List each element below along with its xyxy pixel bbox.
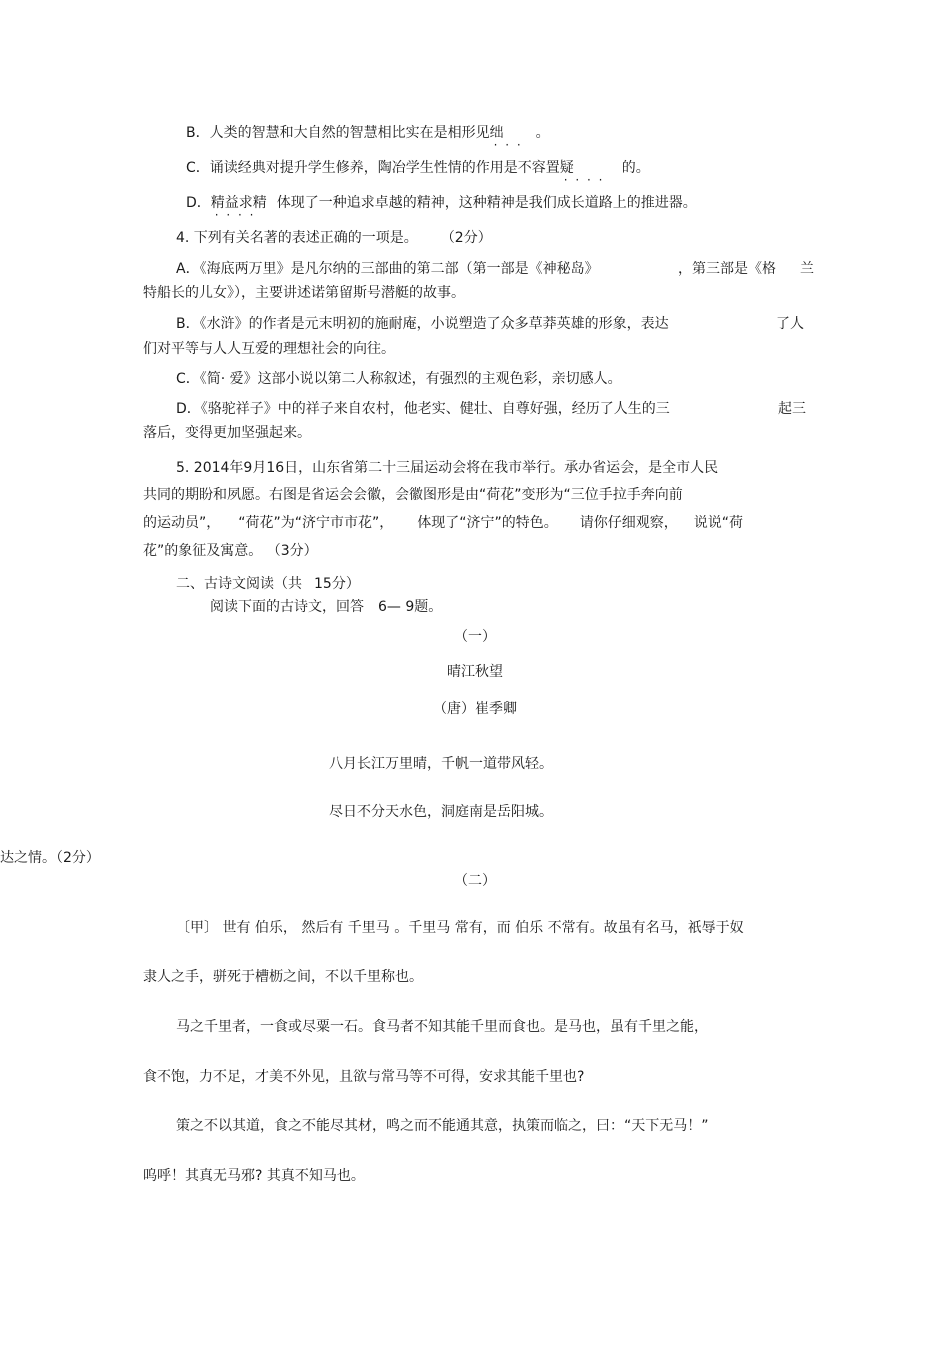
q5-line3-b: “荷花”为“济宁市市花”， — [238, 515, 394, 531]
q5-line2: 共同的期盼和夙愿。右图是省运会会徽，会徽图形是由“荷花”变形为“三位手拉手奔向前 — [143, 487, 683, 503]
q3-option-c — [186, 159, 650, 177]
prose-para1-line2: 隶人之手，骈死于槽枥之间，不以千里称也。 — [143, 969, 423, 985]
q3-option-b — [186, 124, 550, 142]
q3-option-c-text: C．诵读经典对提升学生修养，陶冶学生性情的作用是不容置 — [186, 160, 560, 176]
poem-title: 晴江秋望 — [447, 664, 503, 680]
q4-option-d-line2: 落后，变得更加坚强起来。 — [143, 425, 311, 441]
q4-option-a-line2: 特船长的儿女》），主要讲述诺第留斯号潜艇的故事。 — [143, 285, 465, 301]
q3-option-b-dotted: 绌 · · · — [490, 124, 504, 142]
q3-option-d — [186, 194, 697, 212]
prose-part-number: （二） — [454, 873, 496, 889]
q3-option-d-dotted: 精益求精 · · · · — [211, 194, 267, 212]
q5-line3-d: 请你仔细观察， — [579, 515, 678, 531]
q4-stem — [176, 229, 492, 247]
q5-line1: 5. 2014年9月16日，山东省第二十三届运动会将在我市举行。承办省运会，是全市人民 — [176, 460, 719, 476]
q4-option-a-line1: A．《海底两万里》是凡尔纳的三部曲的第二部（第一部是《神秘岛》 — [176, 261, 599, 277]
section2-instruction — [210, 598, 442, 616]
q4-option-b-line1: B．《水浒》的作者是元末明初的施耐庵，小说塑造了众多草莽英雄的形象，表达 — [176, 316, 669, 332]
q4-option-b-line1b: 了人 — [776, 316, 804, 332]
poem-author: （唐）崔季卿 — [433, 701, 517, 717]
q3-option-b-end: 。 — [535, 125, 550, 141]
q3-option-d-text: 体现了一种追求卓越的精神，这种精神是我们成长道路上的推进器。 — [276, 195, 697, 211]
section2-instruction-text: 阅读下面的古诗文，回答 — [210, 599, 364, 615]
section2-instruction-range: 6— 9题。 — [378, 599, 443, 615]
text-fragment: 达之情。（2分） — [0, 850, 100, 866]
q4-score: （2分） — [447, 230, 492, 246]
prose-para2-line2: 食不饱，力不足，才美不外见，且欲与常马等不可得，安求其能千里也? — [143, 1069, 585, 1085]
prose-para3-line2: 呜呼！其真无马邪? 其真不知马也。 — [143, 1168, 365, 1184]
section2-heading — [176, 575, 360, 593]
prose-para2-line1: 马之千里者，一食或尽粟一石。食马者不知其能千里而食也。是马也，虽有千里之能， — [176, 1019, 708, 1035]
section2-heading-text: 二、古诗文阅读（共 — [176, 576, 302, 592]
poem-line-2: 尽日不分天水色，洞庭南是岳阳城。 — [329, 804, 553, 820]
q4-option-b-line2: 们对平等与人人互爱的理想社会的向往。 — [143, 341, 395, 357]
q3-option-c-end: 的。 — [621, 160, 650, 176]
q5-line3-c: 体现了“济宁”的特色。 — [417, 515, 558, 531]
q5-line3-a: 的运动员”， — [143, 515, 221, 531]
q5-line3 — [143, 514, 743, 532]
q5-line4: 花”的象征及寓意。 （3分） — [143, 543, 318, 559]
q5-line3-e: 说说“荷 — [693, 515, 744, 531]
prose-para1-line1: 〔甲〕 世有 伯乐， 然后有 千里马 。千里马 常有，而 伯乐 不常有。故虽有名马，祇辱于奴 — [176, 920, 744, 936]
q4-option-c: C．《简· 爱》这部小说以第二人称叙述，有强烈的主观色彩，亲切感人。 — [176, 371, 622, 387]
q4-option-d-line1b: 起三 — [778, 401, 806, 417]
q4-option-d-line1: D．《骆驼祥子》中的祥子来自农村，他老实、健壮、自尊好强，经历了人生的三 — [176, 401, 670, 417]
q3-option-b-text: B．人类的智慧和大自然的智慧相比实在是相形见 — [186, 125, 490, 141]
q3-option-d-label: D． — [186, 195, 211, 211]
q4-stem-text: 4. 下列有关名著的表述正确的一项是。 — [176, 230, 418, 246]
poem-part-number: （一） — [454, 629, 496, 645]
poem-line-1: 八月长江万里晴，千帆一道带风轻。 — [329, 756, 553, 772]
q4-option-a-line1b: ，第三部是《格 — [678, 261, 776, 277]
q3-option-c-dotted: 疑 · · · · — [560, 159, 574, 177]
prose-para3-line1: 策之不以其道，食之不能尽其材，鸣之而不能通其意，执策而临之，曰：“天下无马！” — [176, 1118, 709, 1134]
q4-option-a-line1c: 兰 — [800, 261, 814, 277]
section2-heading-score: 15分） — [314, 576, 360, 592]
